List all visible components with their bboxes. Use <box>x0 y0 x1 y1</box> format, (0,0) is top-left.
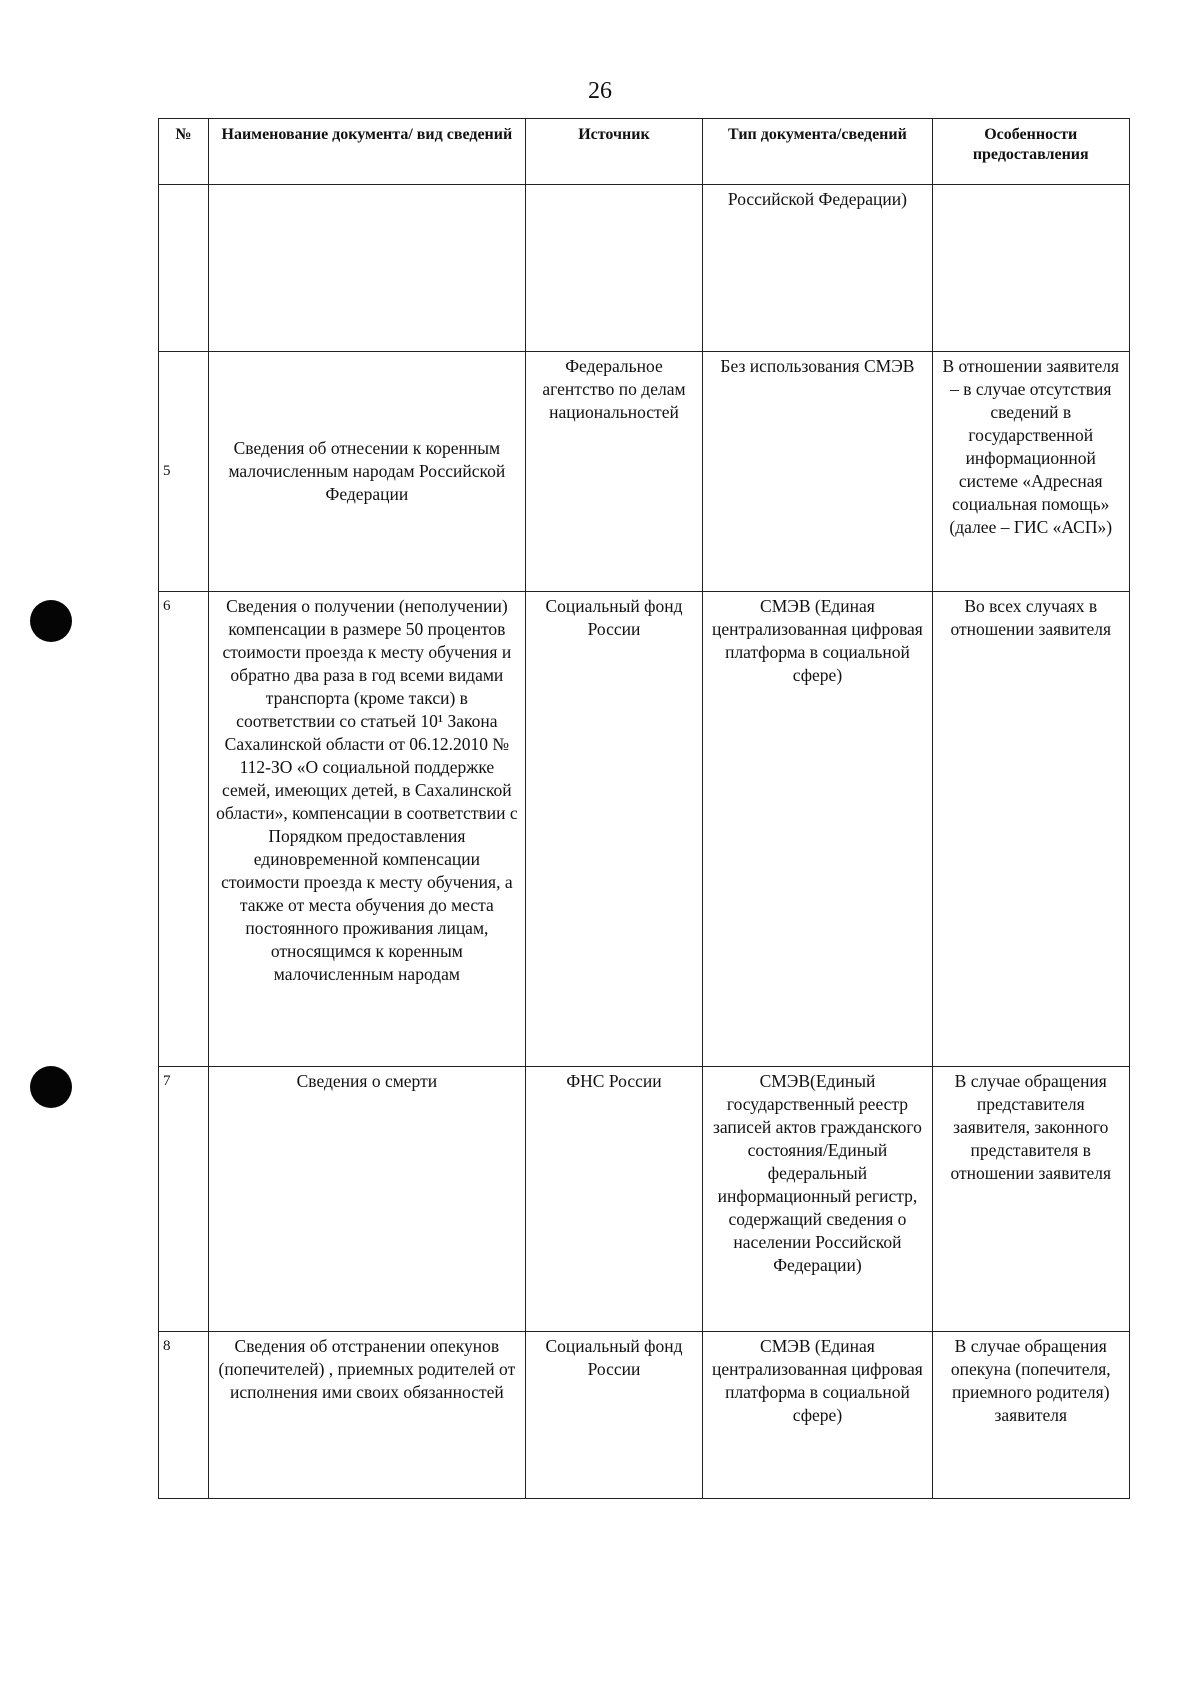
row-type: СМЭВ (Единая централизованная цифровая платформа в социальной сфере) <box>703 1332 932 1499</box>
row-name: Сведения о получении (неполучении) компенсации в размере 50 процентов стоимости проезда к месту обучения и обратно два раза в год всеми видами транспорта (кроме такси) в соответствии со статьей 10¹ Закона Сахалинской области от 06.12.2010 № 112-ЗО «О социальной поддержке семей, имеющих детей, в Сахалинской области», компенсации в соответствии с Порядком предоставления единовременной компенсации стоимости проезда к месту обучения, а также от места обучения до места постоянного проживания лицам, относящимся к коренным малочисленным народам <box>209 592 525 1067</box>
row-number <box>159 185 209 352</box>
row-name <box>209 185 525 352</box>
row-source <box>525 185 703 352</box>
row-number: 5 <box>159 352 209 592</box>
header-number: № <box>159 119 209 185</box>
table-row <box>159 185 1130 352</box>
row-source: ФНС России <box>525 1067 703 1332</box>
row-features: В случае обращения представителя заявителя, законного представителя в отношении заявителя <box>932 1067 1130 1332</box>
punch-hole <box>30 1066 72 1108</box>
row-name: Сведения об отстранении опекунов (попечителей) , приемных родителей от исполнения ими своих обязанностей <box>209 1332 525 1499</box>
row-features <box>932 185 1130 352</box>
row-source: Федеральное агентство по делам национальностей <box>525 352 703 592</box>
table-header-row <box>159 119 1130 185</box>
punch-hole <box>30 600 72 642</box>
header-features: Особенности предоставления <box>932 119 1130 185</box>
header-document-type: Тип документа/сведений <box>703 119 932 185</box>
row-source: Социальный фонд России <box>525 592 703 1067</box>
row-number: 8 <box>159 1332 209 1499</box>
row-features: В отношении заявителя – в случае отсутствия сведений в государственной информационной системе «Адресная социальная помощь» (далее – ГИС «АСП») <box>932 352 1130 592</box>
header-source: Источник <box>525 119 703 185</box>
row-type: СМЭВ(Единый государственный реестр записей актов гражданского состояния/Единый федеральный информационный регистр, содержащий сведения о населении Российской Федерации) <box>703 1067 932 1332</box>
row-type: Без использования СМЭВ <box>703 352 932 592</box>
row-type: СМЭВ (Единая централизованная цифровая платформа в социальной сфере) <box>703 592 932 1067</box>
table-row <box>159 1332 1130 1499</box>
header-document-name: Наименование документа/ вид сведений <box>209 119 525 185</box>
table-row <box>159 352 1130 592</box>
documents-table <box>158 118 1130 1499</box>
page-number: 26 <box>588 78 612 104</box>
row-features: В случае обращения опекуна (попечителя, приемного родителя) заявителя <box>932 1332 1130 1499</box>
row-name: Сведения о смерти <box>209 1067 525 1332</box>
table-row <box>159 1067 1130 1332</box>
row-name: Сведения об отнесении к коренным малочисленным народам Российской Федерации <box>209 352 525 592</box>
row-source: Социальный фонд России <box>525 1332 703 1499</box>
row-number: 7 <box>159 1067 209 1332</box>
table-row <box>159 592 1130 1067</box>
row-features: Во всех случаях в отношении заявителя <box>932 592 1130 1067</box>
row-type: Российской Федерации) <box>703 185 932 352</box>
row-number: 6 <box>159 592 209 1067</box>
